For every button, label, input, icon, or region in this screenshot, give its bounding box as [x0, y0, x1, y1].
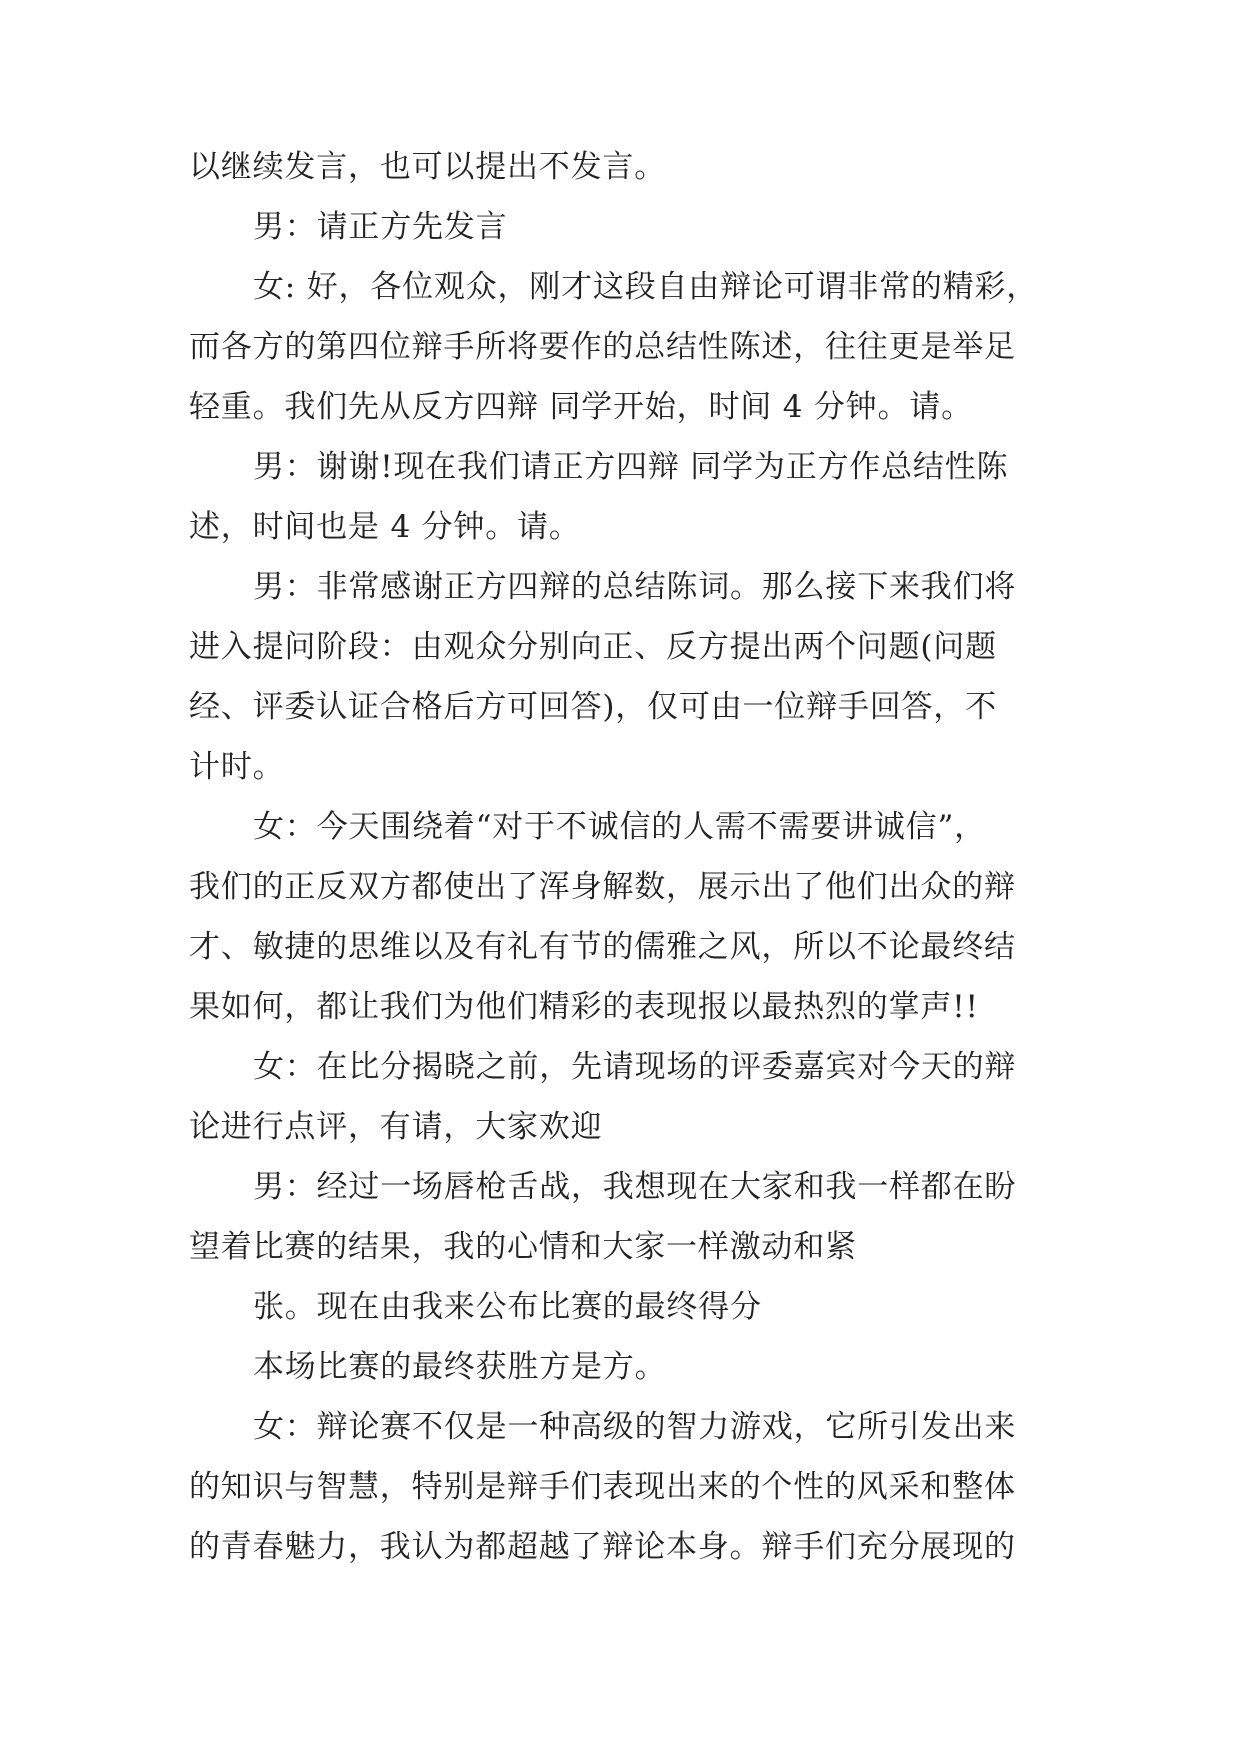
text-line: 男：经过一场唇枪舌战，我想现在大家和我一样都在盼	[253, 1169, 1017, 1205]
text-line: 论进行点评，有请，大家欢迎	[189, 1109, 603, 1145]
text-line: 经、评委认证合格后方可回答)，仅可由一位辩手回答，不	[189, 689, 997, 725]
text-line: 男：非常感谢正方四辩的总结陈词。那么接下来我们将	[253, 569, 1017, 605]
text-line: 的知识与智慧，特别是辩手们表现出来的个性的风采和整体	[189, 1469, 1016, 1505]
text-line: 果如何，都让我们为他们精彩的表现报以最热烈的掌声!!	[189, 989, 979, 1025]
text-line: 进入提问阶段：由观众分别向正、反方提出两个问题(问题	[189, 629, 997, 665]
text-line: 而各方的第四位辩手所将要作的总结性陈述，往往更是举足	[189, 329, 1016, 365]
text-line: 女：今天围绕着“对于不诚信的人需不需要讲诚信”，	[253, 809, 986, 845]
text-line: 张。现在由我来公布比赛的最终得分	[253, 1289, 762, 1325]
text-line: 轻重。我们先从反方四辩 同学开始，时间 4 分钟。请。	[189, 389, 973, 425]
text-line: 计时。	[189, 749, 285, 785]
text-line: 的青春魅力，我认为都超越了辩论本身。辩手们充分展现的	[189, 1529, 1016, 1565]
text-line: 才、敏捷的思维以及有礼有节的儒雅之风，所以不论最终结	[189, 929, 1016, 965]
text-line: 望着比赛的结果，我的心情和大家一样激动和紧	[189, 1229, 857, 1265]
text-line: 男：请正方先发言	[253, 209, 508, 245]
text-line: 本场比赛的最终获胜方是方。	[253, 1349, 667, 1385]
text-line: 以继续发言，也可以提出不发言。	[189, 149, 666, 185]
text-line: 女: 好，各位观众，刚才这段自由辩论可谓非常的精彩，	[253, 269, 1039, 305]
text-line: 女：辩论赛不仅是一种高级的智力游戏，它所引发出来	[253, 1409, 1017, 1445]
text-line: 述，时间也是 4 分钟。请。	[189, 509, 581, 545]
text-line: 男：谢谢!现在我们请正方四辩 同学为正方作总结性陈	[253, 449, 1009, 485]
text-line: 女：在比分揭晓之前，先请现场的评委嘉宾对今天的辩	[253, 1049, 1017, 1085]
text-line: 我们的正反双方都使出了浑身解数，展示出了他们出众的辩	[189, 869, 1016, 905]
